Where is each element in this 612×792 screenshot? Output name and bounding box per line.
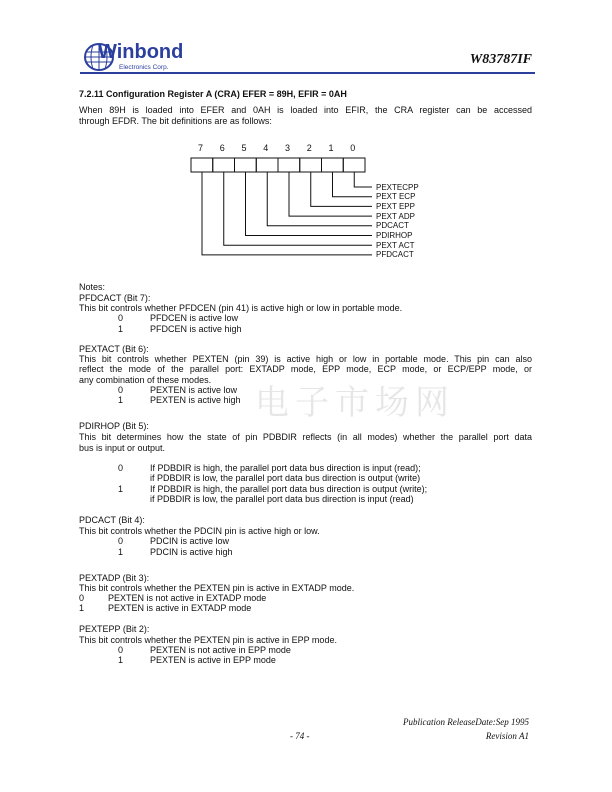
bit5-value-0: 0 [118,463,124,473]
bit-leader-line [289,172,372,216]
bit2-value-0: 0 [118,645,124,655]
bit4-text-1: PDCIN is active high [150,547,233,557]
footer-page-number: - 74 - [290,731,310,741]
bit3-value-0: 0 [79,593,85,603]
bit2-heading: PEXTEPP (Bit 2): [79,624,150,634]
bit4-heading: PDCACT (Bit 4): [79,515,145,525]
bit3-text-0: PEXTEN is not active in EXTADP mode [108,593,267,603]
bit6-desc: any combination of these modes. [79,375,212,385]
bit5-text-0: If PDBDIR is high, the parallel port data bus direction is input (read); [150,463,421,473]
bit6-heading: PEXTACT (Bit 6): [79,344,149,354]
bit-number: 7 [198,143,204,153]
bit-leader-line [267,172,372,226]
bit5-heading: PDIRHOP (Bit 5): [79,421,149,431]
bit6-text-1: PEXTEN is active high [150,395,241,405]
bit6-value-1: 1 [118,395,124,405]
bit-cell [213,158,235,172]
bit-field-label: PFDCACT [376,250,414,260]
bit-number: 2 [306,143,312,153]
bit5-text-0: if PDBDIR is low, the parallel port data bus direction is output (write) [150,473,421,483]
bit3-heading: PEXTADP (Bit 3): [79,573,150,583]
bit4-value-0: 0 [118,536,124,546]
bit-cell [343,158,365,172]
bit4-value-1: 1 [118,547,124,557]
bit-cell [300,158,322,172]
bit-number: 4 [263,143,269,153]
bit6-desc: reflect the mode of the parallel port: EXTADP mode, EPP mode, ECP mode, or ECP/EPP mode, or [79,364,532,374]
bit7-desc: This bit controls whether PFDCEN (pin 41) is active high or low in portable mode. [79,303,403,313]
bit-leader-line [202,172,372,255]
bit3-text-1: PEXTEN is active in EXTADP mode [108,603,252,613]
bit-number: 5 [241,143,247,153]
bit5-desc: This bit determines how the state of pin PDBDIR reflects (in all modes) whether the parallel port data [79,432,532,442]
bit6-value-0: 0 [118,385,124,395]
bit-cell [235,158,257,172]
bit2-value-1: 1 [118,655,124,665]
bit-field-label: PEXTECPP [376,182,419,192]
bit-cell [191,158,213,172]
bit-leader-line [333,172,373,197]
part-number: W83787IF [469,52,532,67]
bit7-value-0: 0 [118,313,124,323]
bit7-value-1: 1 [118,324,124,334]
bit-field-label: PDCACT [376,221,409,231]
bit-number: 3 [285,143,291,153]
bit3-desc: This bit controls whether the PEXTEN pin is active in EXTADP mode. [79,583,355,593]
bit-cell [278,158,300,172]
notes-title: Notes: [79,282,106,292]
bit7-text-0: PFDCEN is active low [150,313,239,323]
bit-field-label: PEXT EPP [376,201,415,211]
bit-leader-line [224,172,372,245]
bit-field-label: PEXT ADP [376,211,415,221]
bit5-text-1: if PDBDIR is low, the parallel port data bus direction is input (read) [150,494,414,504]
bit-field-label: PEXT ECP [376,192,416,202]
bit3-value-1: 1 [79,603,85,613]
bit-field-label: PEXT ACT [376,240,415,250]
watermark: 电子市场网 [255,383,455,423]
bit5-text-1: If PDBDIR is high, the parallel port data bus direction is output (write); [150,484,428,494]
bit5-value-1: 1 [118,484,124,494]
bit-leader-line [246,172,373,236]
bit-leader-line [311,172,372,206]
winbond-logo [84,40,184,73]
bit2-text-1: PEXTEN is active in EPP mode [150,655,276,665]
bit4-text-0: PDCIN is active low [150,536,230,546]
bit2-text-0: PEXTEN is not active in EPP mode [150,645,291,655]
logo-text: Winbond [98,41,184,63]
intro-line: through EFDR. The bit definitions are as follows: [79,116,272,126]
bit-field-label: PDIRHOP [376,231,413,240]
bit-number: 6 [219,143,225,153]
bit-cell [256,158,278,172]
bit-leader-line [354,172,372,187]
bit4-desc: This bit controls whether the PDCIN pin is active high or low. [79,526,320,536]
bit6-desc: This bit controls whether PEXTEN (pin 39) is active high or low in portable mode. This pin can also [79,354,532,364]
bit-cell [322,158,344,172]
bit5-desc: bus is input or output. [79,443,166,453]
footer-revision: Revision A1 [485,731,529,741]
bit-number: 1 [328,143,334,153]
bit-number: 0 [350,143,356,153]
logo-subtitle: Electronics Corp. [119,64,169,71]
bit7-heading: PFDCACT (Bit 7): [79,293,151,303]
footer-release-date: Publication ReleaseDate:Sep 1995 [403,717,529,727]
header-divider [80,72,535,74]
intro-line: When 89H is loaded into EFER and 0AH is loaded into EFIR, the CRA register can be accessed [79,105,532,115]
bit7-text-1: PFDCEN is active high [150,324,242,334]
bit2-desc: This bit controls whether the PEXTEN pin is active in EPP mode. [79,635,337,645]
bit6-text-0: PEXTEN is active low [150,385,238,395]
section-title: 7.2.11 Configuration Register A (CRA) EFER = 89H, EFIR = 0AH [79,89,347,99]
